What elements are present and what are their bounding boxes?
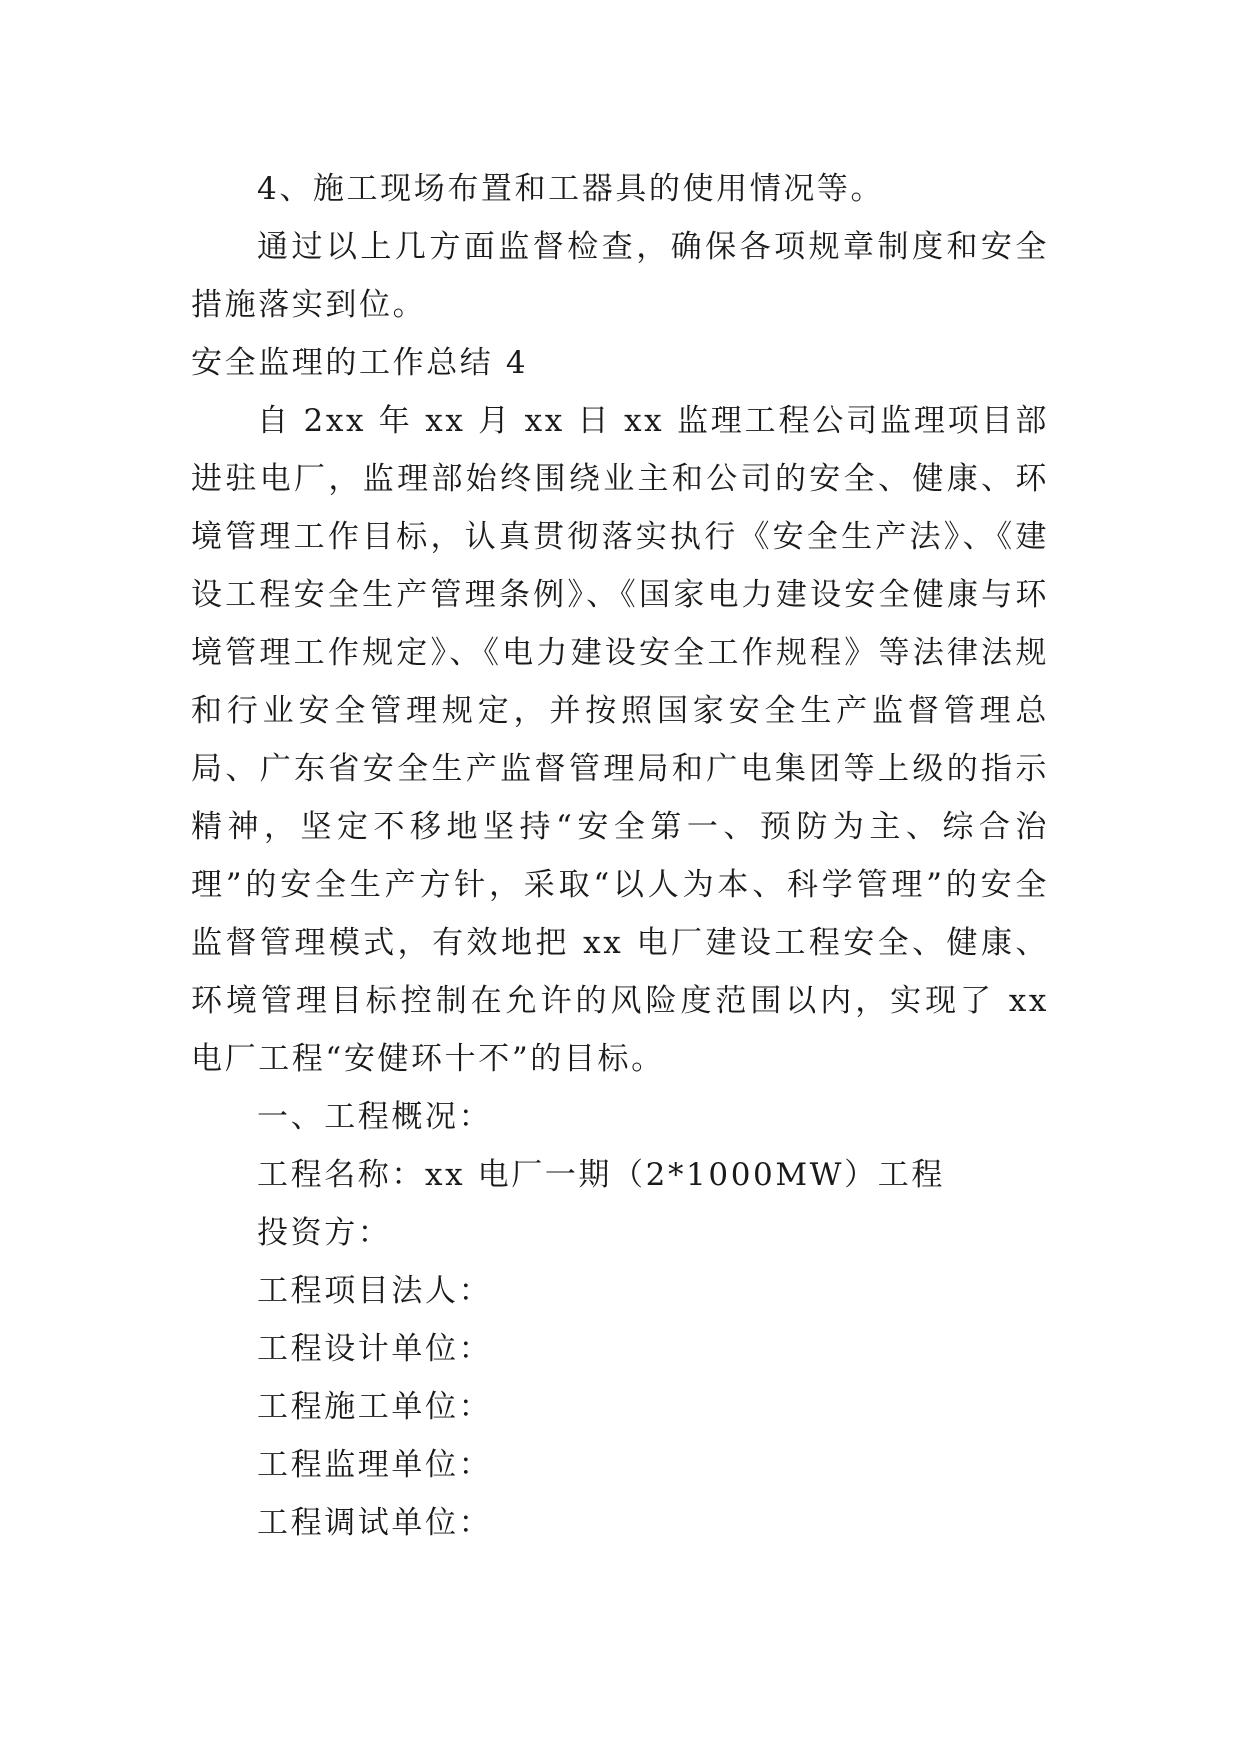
field-commissioning-unit: 工程调试单位： xyxy=(257,1505,493,1541)
field-investor: 投资方： xyxy=(257,1215,392,1251)
field-construction-unit: 工程施工单位： xyxy=(257,1389,493,1425)
field-design-unit: 工程设计单位： xyxy=(257,1331,493,1367)
document-body xyxy=(191,160,1049,1552)
paragraph-site-inspection-item: 4、施工现场布置和工器具的使用情况等。 xyxy=(257,171,885,207)
paragraph-inspection-summary: 通过以上几方面监督检查，确保各项规章制度和安全措施落实到位。 xyxy=(191,229,1049,323)
field-project-name: 工程名称：xx 电厂一期（2*1000MW）工程 xyxy=(257,1157,945,1193)
field-project-legal-person: 工程项目法人： xyxy=(257,1273,493,1309)
paragraph-main-body: 自 2xx 年 xx 月 xx 日 xx 监理工程公司监理项目部进驻电厂，监理部始终围绕业主和公司的安全、健康、环境管理工作目标，认真贯彻落实执行《安全生产法》、《建设工程安全生产管理条例》、《国家电力建设安全健康与环境管理工作规定》、《电力建设安全工作规程》等法律法规和行业安全管理规定，并按照国家安全生产监督管理总局、广东省安全生产监督管理局和广电集团等上级的指示精神，坚定不移地坚持“安全第一、预防为主、综合治理”的安全生产方针，采取“以人为本、科学管理”的安全监督管理模式，有效地把 xx 电厂建设工程安全、健康、环境管理目标控制在允许的风险度范围以内，实现了 xx 电厂工程“安健环十不”的目标。 xyxy=(191,403,1049,1077)
subheading-project-overview: 一、工程概况： xyxy=(257,1099,493,1135)
section-heading: 安全监理的工作总结 4 xyxy=(191,345,529,381)
field-supervision-unit: 工程监理单位： xyxy=(257,1447,493,1483)
